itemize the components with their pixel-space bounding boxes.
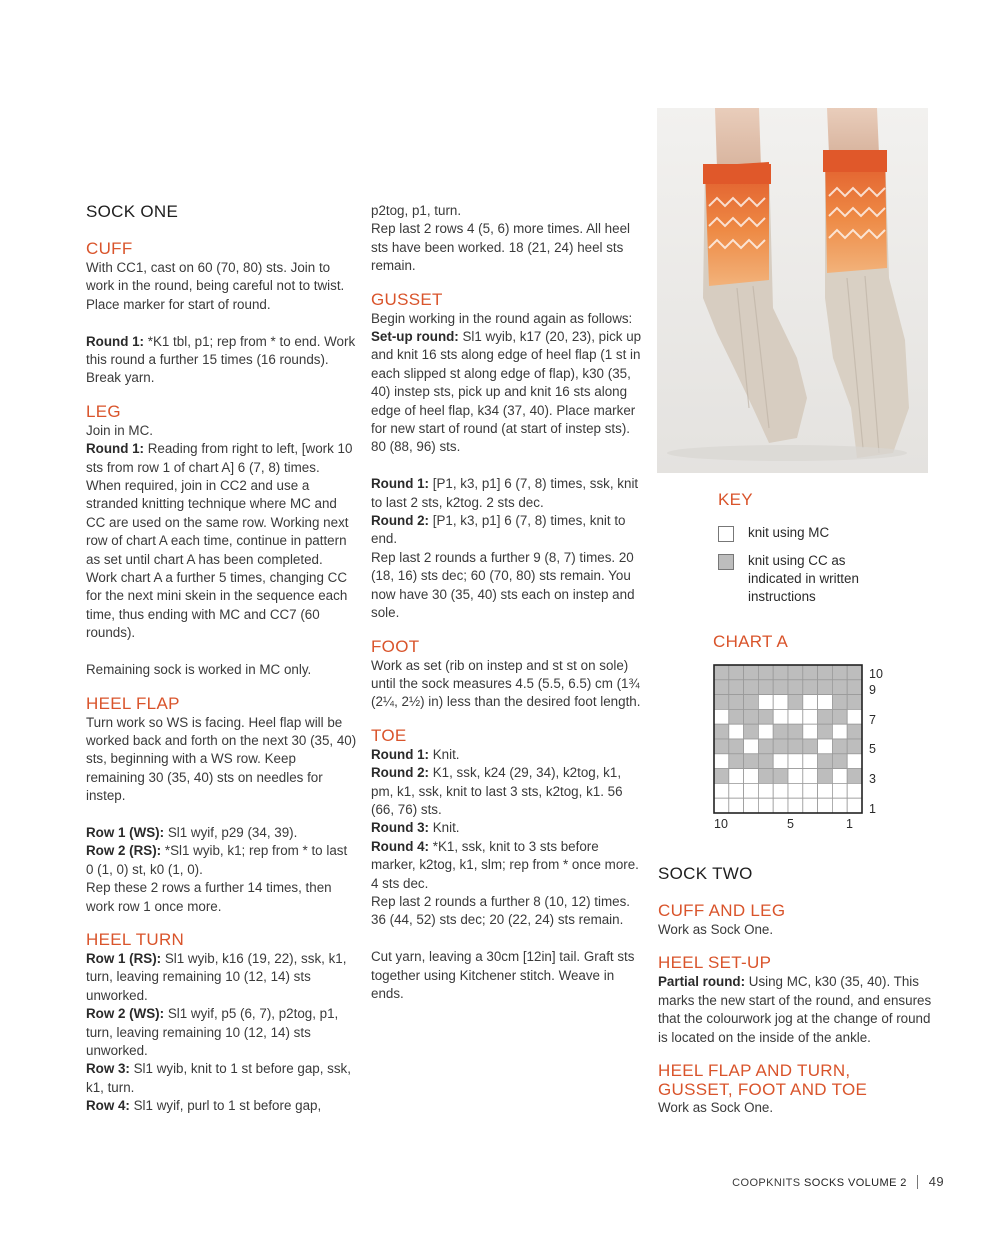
chart-cell <box>758 739 773 754</box>
chart-cell <box>818 709 833 724</box>
chart-cell <box>847 724 862 739</box>
cuff-text: With CC1, cast on 60 (70, 80) sts. Join to work in the round, being careful not to twist. Place marker for start of round. <box>86 260 345 312</box>
chart-cell <box>788 665 803 680</box>
heel-flap-repeat: Rep these 2 rows a further 14 times, then work row 1 once more. <box>86 880 332 914</box>
heel-setup-heading: HEEL SET-UP <box>658 953 772 973</box>
heel-flap-heading: HEEL FLAP <box>86 693 180 713</box>
toe-repeat: Rep last 2 rounds a further 8 (10, 12) times. 36 (44, 52) sts dec; 20 (22, 24) sts remain. <box>371 893 631 928</box>
chart-cell <box>832 754 847 769</box>
chart-cell <box>773 783 788 798</box>
leg-text-3: Remaining sock is worked in MC only. <box>86 662 312 678</box>
row-label-3: 3 <box>869 772 876 786</box>
chart-cell <box>788 680 803 695</box>
chart-cell <box>758 783 773 798</box>
chart-cell <box>818 695 833 710</box>
chart-cell <box>729 739 744 754</box>
chart-cell <box>832 783 847 798</box>
chart-cell <box>729 709 744 724</box>
page-number: 49 <box>928 1174 944 1189</box>
chart-cell <box>773 798 788 813</box>
leg-text-2: Work chart A a further 5 times, changing CC for the next mini skein in the sequence each time, thus ending with MC and CC7 (60 rounds). <box>86 570 348 641</box>
gusset-setup-round: Set-up round: Sl1 wyib, k17 (20, 23), pick up and knit 16 sts along edge of heel flap (1 st in each slipped st along edge of flap), k30 (35, 40) instep sts, pick up and knit 16 sts along edge of heel flap, k34 (37, 40). Place marker for new start of round (at start of instep sts). 80 (88, 96) sts. <box>371 329 642 455</box>
chart-cell <box>744 798 759 813</box>
chart-cell <box>847 739 862 754</box>
chart-cell <box>803 754 818 769</box>
chart-cell <box>818 798 833 813</box>
chart-cell <box>714 709 729 724</box>
chart-cell <box>714 783 729 798</box>
footer-divider <box>917 1175 918 1189</box>
gusset-round-1: Round 1: [P1, k3, p1] 6 (7, 8) times, ssk, knit to last 2 sts, k2tog. 2 sts dec. <box>371 476 639 510</box>
chart-cell <box>744 695 759 710</box>
sock-two-heading: SOCK TWO <box>658 864 753 883</box>
chart-cell <box>714 665 729 680</box>
chart-cell <box>818 754 833 769</box>
chart-cell <box>729 769 744 784</box>
column-1 <box>86 202 358 1116</box>
chart-cell <box>744 739 759 754</box>
chart-cell <box>758 709 773 724</box>
heel-turn-heading: HEEL TURN <box>86 929 185 949</box>
chart-cell <box>744 665 759 680</box>
gusset-heading: GUSSET <box>371 289 443 309</box>
footer-title: SOCKS VOLUME 2 <box>804 1177 907 1189</box>
heel-flap-text: Turn work so WS is facing. Heel flap will be worked back and forth on the next 30 (35, 40) sts, beginning with a WS row. Keep remaining 30 (35, 40) sts on needles for instep. <box>86 714 357 804</box>
chart-cell <box>729 695 744 710</box>
gusset-repeat: Rep last 2 rounds a further 9 (8, 7) times. 20 (18, 16) sts dec; 60 (70, 80) sts remain. You now have 30 (35, 40) sts each on instep and sole. <box>371 549 635 621</box>
heel-flap-row-1: Row 1 (WS): Sl1 wyif, p29 (34, 39). <box>86 824 298 840</box>
chart-cell <box>788 724 803 739</box>
chart-cell <box>788 695 803 710</box>
heel-flap-row-2: Row 2 (RS): *Sl1 wyib, k1; rep from * to last 0 (1, 0) st, k0 (1, 0). <box>86 843 348 877</box>
cuff-and-leg-heading: CUFF AND LEG <box>658 901 786 920</box>
chart-heading: CHART A <box>713 632 789 651</box>
final-heading: HEEL FLAP AND TURN, GUSSET, FOOT AND TOE <box>658 1061 868 1100</box>
key-swatch-cc <box>718 554 734 570</box>
chart-cell <box>832 769 847 784</box>
chart-cell <box>803 798 818 813</box>
chart-cell <box>758 724 773 739</box>
page-footer <box>732 1174 944 1189</box>
column-2 <box>371 202 643 1003</box>
column-3 <box>658 490 930 652</box>
chart-cell <box>847 695 862 710</box>
key-heading: KEY <box>718 490 753 509</box>
chart-cell <box>832 695 847 710</box>
key-item-cc <box>718 552 930 606</box>
chart-cell <box>714 798 729 813</box>
chart-cell <box>758 798 773 813</box>
chart-cell <box>847 754 862 769</box>
chart-cell <box>714 739 729 754</box>
col-label-5: 5 <box>787 817 794 831</box>
chart-cell <box>803 695 818 710</box>
chart-cell <box>818 724 833 739</box>
chart-cell <box>832 680 847 695</box>
chart-cell <box>729 754 744 769</box>
chart-cell <box>847 783 862 798</box>
chart-cell <box>818 769 833 784</box>
chart-cell <box>803 739 818 754</box>
chart-cell <box>758 695 773 710</box>
final-text: Work as Sock One. <box>658 1100 774 1116</box>
row-label-10: 10 <box>869 667 883 681</box>
chart-cell <box>773 754 788 769</box>
chart-cell <box>773 724 788 739</box>
chart-cell <box>847 680 862 695</box>
chart-cell <box>803 665 818 680</box>
chart-cell <box>744 680 759 695</box>
chart-a-grid <box>713 664 863 814</box>
chart-cell <box>773 769 788 784</box>
toe-heading: TOE <box>371 725 407 745</box>
cuff-round-1: Round 1: *K1 tbl, p1; rep from * to end. Work this round a further 15 times (16 rounds). Break yarn. <box>86 333 356 386</box>
chart-cell <box>788 754 803 769</box>
chart-cell <box>758 769 773 784</box>
chart-cell <box>832 739 847 754</box>
chart-cell <box>714 769 729 784</box>
chart-cell <box>818 783 833 798</box>
row-label-5: 5 <box>869 742 876 756</box>
chart-cell <box>788 769 803 784</box>
key-label-mc: knit using MC <box>748 525 830 540</box>
row-label-7: 7 <box>869 713 876 727</box>
chart-cell <box>729 724 744 739</box>
chart-cell <box>773 680 788 695</box>
col-label-10: 10 <box>714 817 728 831</box>
key-item-mc <box>718 524 930 542</box>
cuff-and-leg-text: Work as Sock One. <box>658 922 774 937</box>
gusset-round-2: Round 2: [P1, k3, p1] 6 (7, 8) times, knit to end. <box>371 513 626 547</box>
chart-cell <box>773 665 788 680</box>
chart-cell <box>744 769 759 784</box>
chart-cell <box>714 724 729 739</box>
chart-cell <box>729 798 744 813</box>
chart-cell <box>847 665 862 680</box>
leg-heading: LEG <box>86 401 121 421</box>
chart-cell <box>832 709 847 724</box>
chart-cell <box>758 665 773 680</box>
sock-one-heading: SOCK ONE <box>86 202 179 221</box>
partial-round-text: Partial round: Using MC, k30 (35, 40). This marks the new start of the round, and ensures that the colourwork jog at the change of round is located on the inside of the ankle. <box>658 974 932 1045</box>
foot-heading: FOOT <box>371 636 420 656</box>
chart-cell <box>744 754 759 769</box>
chart-cell <box>788 709 803 724</box>
row-label-9: 9 <box>869 683 876 697</box>
chart-cell <box>758 754 773 769</box>
socks-photo <box>657 108 928 473</box>
chart-cell <box>744 724 759 739</box>
chart-cell <box>803 724 818 739</box>
heel-turn-row-1: Row 1 (RS): Sl1 wyib, k16 (19, 22), ssk, k1, turn, leaving remaining 10 (12, 14) sts unworked. <box>86 950 347 1003</box>
chart-cell <box>847 709 862 724</box>
chart-cell <box>818 739 833 754</box>
col-label-1: 1 <box>846 817 853 831</box>
chart-cell <box>803 680 818 695</box>
chart-cell <box>832 665 847 680</box>
chart-cell <box>788 783 803 798</box>
chart-cell <box>744 783 759 798</box>
cuff-heading: CUFF <box>86 239 133 258</box>
heel-turn-row-2: Row 2 (WS): Sl1 wyif, p5 (6, 7), p2tog, p1, turn, leaving remaining 10 (12, 14) sts unworked. <box>86 1006 339 1058</box>
chart-cell <box>788 798 803 813</box>
chart-cell <box>832 798 847 813</box>
chart-cell <box>818 665 833 680</box>
chart-cell <box>803 709 818 724</box>
heel-turn-row-4: Row 4: Sl1 wyif, purl to 1 st before gap, <box>86 1098 322 1114</box>
heel-turn-cont-2: Rep last 2 rows 4 (5, 6) more times. All heel sts have been worked. 18 (21, 24) heel sts remain. <box>371 221 630 274</box>
chart-cell <box>832 724 847 739</box>
toe-round-2: Round 2: K1, ssk, k24 (29, 34), k2tog, k1, pm, k1, ssk, knit to last 3 sts, k2tog, k1. 56 (66, 76) sts. <box>371 765 623 817</box>
toe-round-4: Round 4: *K1, ssk, knit to 3 sts before marker, k2tog, k1, slm; rep from * once more. 4 sts dec. <box>371 838 639 891</box>
row-label-1: 1 <box>869 802 876 816</box>
gusset-text: Begin working in the round again as follows: <box>371 310 633 326</box>
chart-cell <box>729 783 744 798</box>
sock-two-section <box>658 864 933 1117</box>
chart-cell <box>847 769 862 784</box>
footer-brand: COOPKNITS <box>732 1177 801 1189</box>
toe-round-3: Round 3: Knit. <box>371 820 460 836</box>
chart-a <box>713 664 883 831</box>
heel-turn-cont-1: p2tog, p1, turn. <box>371 203 462 218</box>
leg-join: Join in MC. <box>86 422 153 438</box>
chart-cell <box>714 695 729 710</box>
chart-cell <box>758 680 773 695</box>
chart-cell <box>773 709 788 724</box>
chart-cell <box>803 769 818 784</box>
chart-cell <box>729 665 744 680</box>
chart-cell <box>773 695 788 710</box>
chart-cell <box>729 680 744 695</box>
chart-cell <box>773 739 788 754</box>
finishing-text: Cut yarn, leaving a 30cm [12in] tail. Graft sts together using Kitchener stitch. Weave in ends. <box>371 949 635 1001</box>
key-label-cc: knit using CC as indicated in written instructions <box>748 553 859 604</box>
chart-cell <box>818 680 833 695</box>
toe-round-1: Round 1: Knit. <box>371 746 460 762</box>
leg-round-1: Round 1: Reading from right to left, [work 10 sts from row 1 of chart A] 6 (7, 8) times. When required, join in CC2 and use a stranded knitting technique where MC and CC are used on the same row. Working next row of chart A each time, continue in pattern as set until chart A has been completed. <box>86 441 353 567</box>
chart-cell <box>803 783 818 798</box>
chart-cell <box>788 739 803 754</box>
heel-turn-row-3: Row 3: Sl1 wyib, knit to 1 st before gap, ssk, k1, turn. <box>86 1061 351 1095</box>
socks-illustration <box>657 108 928 473</box>
foot-text: Work as set (rib on instep and st st on sole) until the sock measures 4.5 (5.5, 6.5) cm (1¾ (2¼, 2½) in) less than the desired foot length. <box>371 657 641 710</box>
chart-cell <box>847 798 862 813</box>
chart-cell <box>714 680 729 695</box>
key-swatch-mc <box>718 526 734 542</box>
chart-cell <box>714 754 729 769</box>
chart-cell <box>744 709 759 724</box>
